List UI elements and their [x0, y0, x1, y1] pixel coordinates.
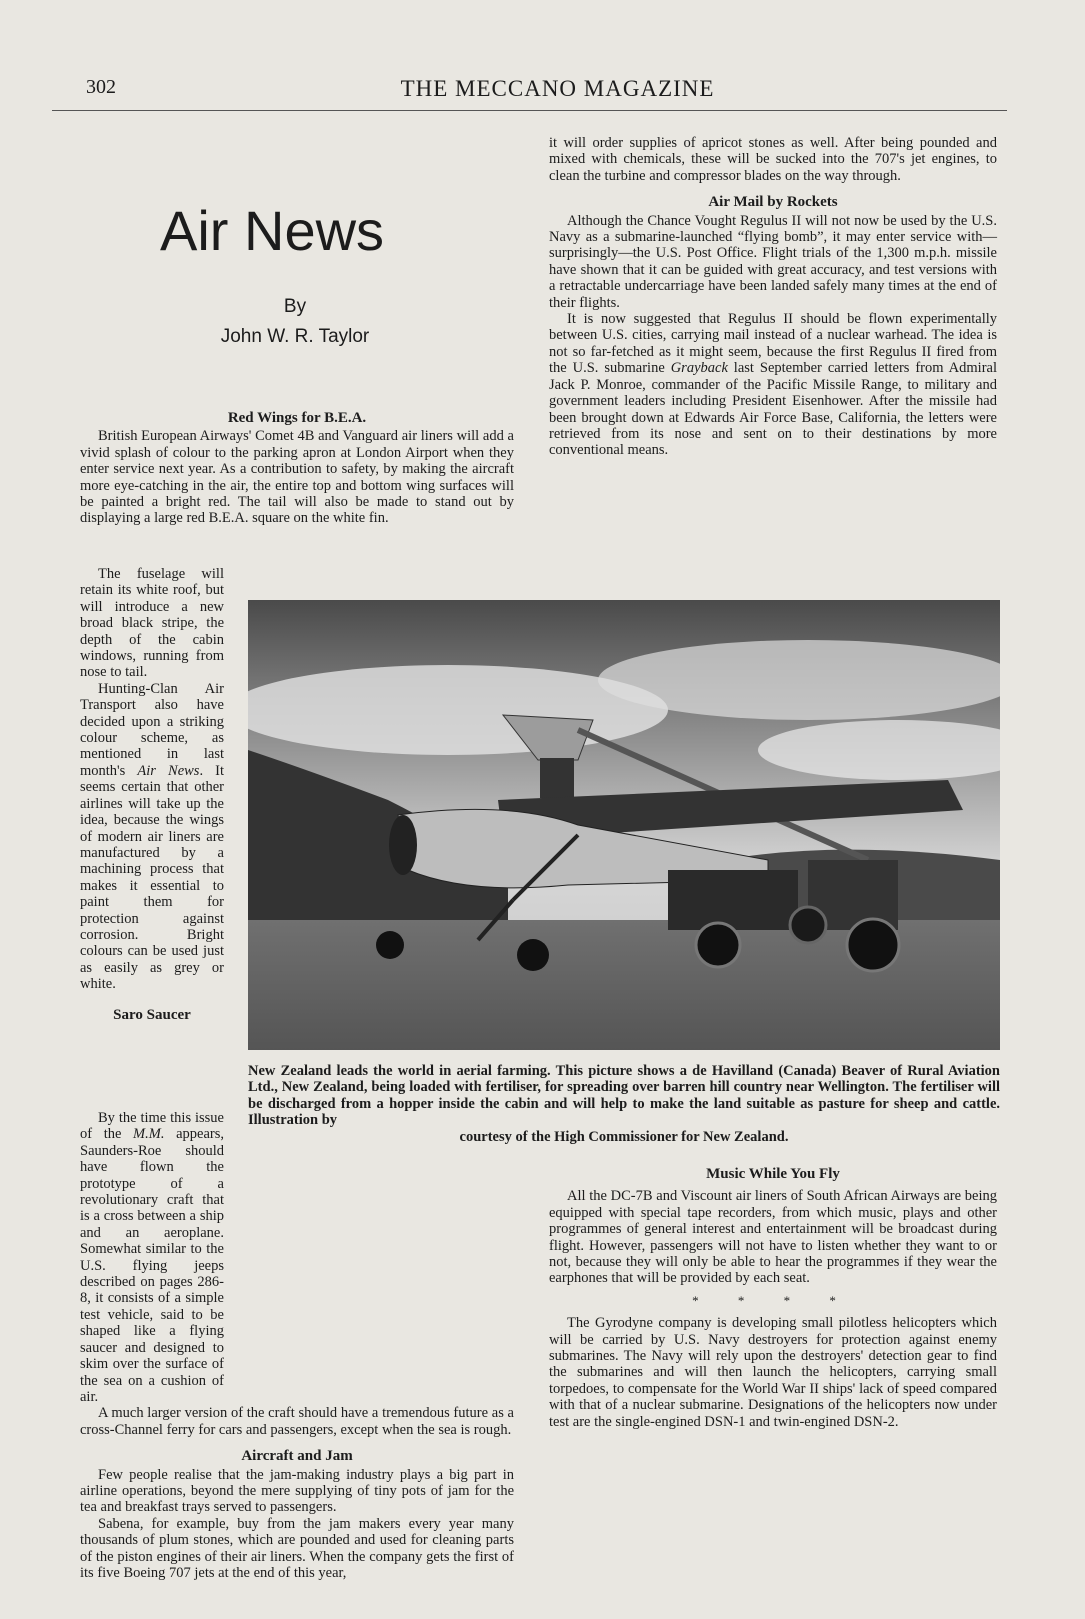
red-wings-heading: Red Wings for B.E.A. — [227, 410, 367, 426]
left-column-top — [80, 410, 514, 527]
saro-saucer-paragraph-1-start: By the time this issue of the M.M. appears, Saunders-Roe should have flown the prototype of a revolutionary craft that is a cross between a ship and an aeroplane. Somewhat similar to the U.S. flying jeeps described on pages 286-8, it consists of a simple test vehicle, said to be shaped like a flying saucer and designed to skim over the surface of the sea on a cushion of air. — [80, 1110, 224, 1405]
red-wings-paragraph-2: The fuselage will retain its white roof, but will introduce a new broad black stripe, the depth of the cabin windows, running from nose to tail. — [80, 566, 224, 681]
saro-saucer-paragraph-2: A much larger version of the craft should have a tremendous future as a cross-Channel ferry for cars and passengers, except when the sea is rough. — [80, 1405, 514, 1438]
byline-by: By — [283, 296, 307, 317]
music-paragraph-1: All the DC-7B and Viscount air liners of South African Airways are being equipped with special tape recorders, from which music, plays and other programmes of general interest and entertainment will be broadcast during flight. However, passengers will not have to listen whether they want to or not, because they will only be able to hear the programmes if they wear the earphones that will be provided by each seat. — [549, 1188, 997, 1287]
header-rule — [52, 110, 1007, 111]
article-title: Air News — [160, 199, 385, 262]
air-mail-paragraph-1: Although the Chance Vought Regulus II will not now be used by the U.S. Navy as a submarine-launched “flying bomb”, it may enter service with—surprisingly—the U.S. Post Office. Flight trials of the 1,300 m.p.h. missile have shown that it can be guided with great accuracy, and test versions with a retractable undercarriage have been landed safely many times at the end of their flights. — [549, 212, 997, 311]
jam-continuation: it will order supplies of apricot stones as well. After being pounded and mixed with chemicals, these will be sucked into the 707's jet engines, to clean the turbine and compressor blades on the way through. — [549, 135, 997, 184]
saro-saucer-heading: Saro Saucer — [113, 1006, 191, 1023]
byline-author: John W. R. Taylor — [220, 326, 370, 347]
red-wings-paragraph-1: British European Airways' Comet 4B and Vanguard air liners will add a vivid splash of colour to the parking apron at London Airport when they enter service next year. As a contribution to safety, by making the aircraft more eye-catching in the air, the entire top and bottom wing surfaces will be painted a bright red. The tail will also be made to stand out by displaying a large red B.E.A. square on the white fin. — [80, 428, 514, 527]
music-heading: Music While You Fly — [706, 1166, 840, 1182]
page-number: 302 — [86, 76, 116, 98]
red-wings-paragraph-3: Hunting-Clan Air Transport also have decided upon a striking colour scheme, as mentioned in last month's Air News. It seems certain that other airlines will take up the idea, because the wings of modern air liners are manufactured by a machining process that makes it essential to paint them for protection against corrosion. Bright colours can be used just as easily as grey or white. — [80, 680, 225, 993]
narrow-column — [80, 566, 224, 1025]
right-column-top — [549, 135, 997, 459]
aircraft-jam-heading: Aircraft and Jam — [241, 1448, 353, 1465]
photo-caption: New Zealand leads the world in aerial farming. This picture shows a de Havilland (Canada) Beaver of Rural Aviation Ltd., New Zealand, being loaded with fertiliser, for spreading over barren hill country near Wellington. The fertiliser will be discharged from a hopper inside the cabin and will help to make the land suitable as pasture for sheep and cattle. Illustration by courtesy of the High Commissioner for New Zealand. — [248, 1063, 1000, 1145]
right-column-bottom — [549, 1166, 997, 1430]
air-mail-paragraph-2: It is now suggested that Regulus II should be flown experimentally between U.S. cities, carrying mail instead of a nuclear warhead. The idea is not so far-fetched as it might seem, because the first Regulus II fired from the U.S. submarine Grayback last September carried letters from Admiral Jack P. Monroe, commander of the Pacific Missile Range, to military and government leaders including President Eisenhower. After the missile had been brought down at Edwards Air Force Base, California, the letters were retrieved from its nose and sent on to their destinations by more conventional means. — [549, 311, 997, 459]
beaver-aircraft-photo — [248, 600, 1000, 1050]
magazine-title: THE MECCANO MAGAZINE — [400, 76, 715, 101]
left-column-bottom — [80, 1110, 514, 1581]
air-mail-heading: Air Mail by Rockets — [708, 194, 838, 211]
section-stars: * * * * — [692, 1292, 854, 1308]
aircraft-jam-paragraph-1: Few people realise that the jam-making industry plays a big part in airline operations, beyond the mere supplying of tiny pots of jam for the tea and breakfast trays served to passengers. — [80, 1466, 514, 1516]
gyrodyne-paragraph: The Gyrodyne company is developing small pilotless helicopters which will be carried by U.S. Navy destroyers for protection against enemy submarines. The Navy will rely upon the destroyers' detection gear to find the submarines and will then launch the helicopters, carrying small torpedoes, to compensate for the World War II ships' lack of speed compared with that of a nuclear submarine. Designations of the helicopters now under test are the single-engined DSN-1 and twin-engined DSN-2. — [549, 1315, 997, 1430]
aircraft-jam-paragraph-2: Sabena, for example, buy from the jam makers every year many thousands of plum stones, which are pounded and used for cleaning parts of the piston engines of their air liners. When the company gets the first of its five Boeing 707 jets at the end of this year, — [80, 1515, 514, 1581]
